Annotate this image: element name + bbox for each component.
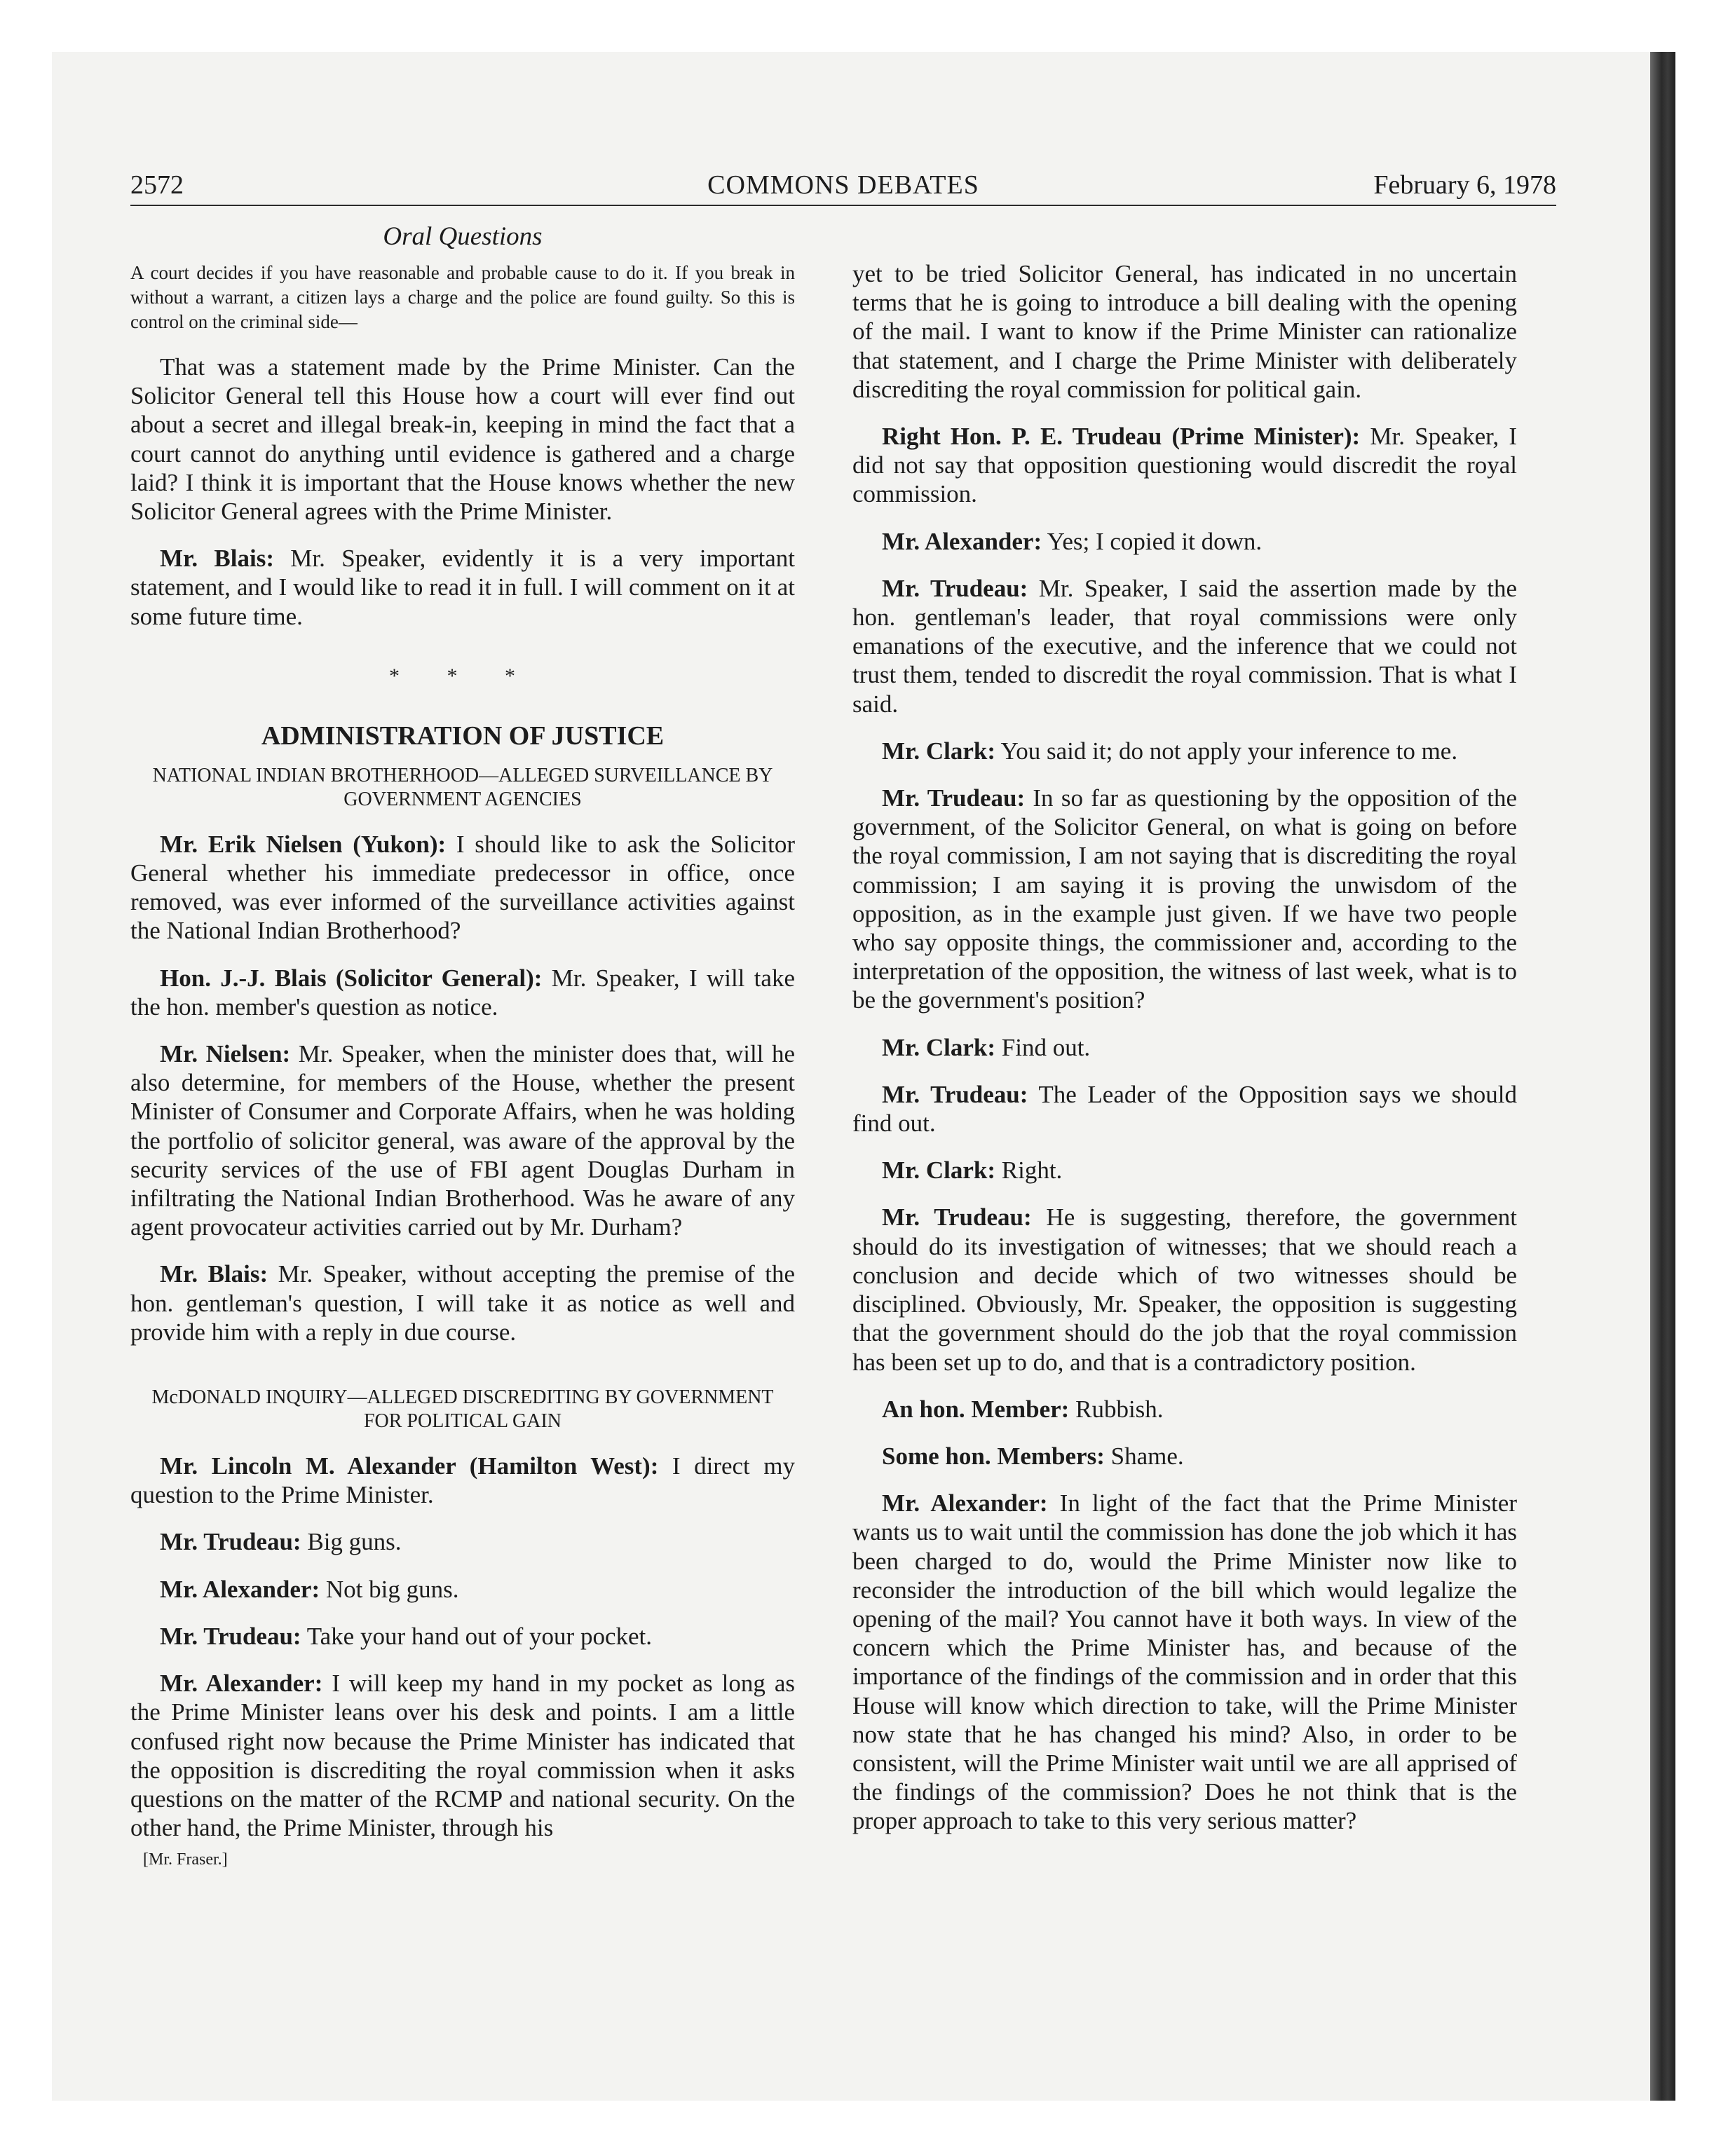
paragraph-text: He is suggesting, therefore, the government should do its investigation of witnesses; that we should reach a conclusion and decide which of two witnesses should be disciplined. Obviously, Mr. Speaker, the opposition is suggesting that the government should do the job that the royal commission has been set up to do, and that is a contradictory position. — [852, 1203, 1517, 1376]
left-column — [130, 219, 795, 2041]
paragraph-text: Mr. Speaker, when the minister does that, will he also determine, for members of the House, whether the present Minister of Consumer and Corporate Affairs, when he was holding the portfolio of solicitor general, was aware of the approval by the security services of the use of FBI agent Douglas Durham in infiltrating the National Indian Brotherhood. Was he aware of any agent provocateur activities carried out by Mr. Durham? — [130, 1040, 795, 1241]
topic-subheading: NATIONAL INDIAN BROTHERHOOD—ALLEGED SURVEILLANCE BY GOVERNMENT AGENCIES — [152, 764, 773, 810]
right-column — [852, 259, 1517, 2082]
paragraph — [852, 574, 1517, 718]
speaker-name: Mr. Trudeau: — [160, 1622, 301, 1650]
paragraph — [852, 1203, 1517, 1376]
section-separator: * * * — [389, 664, 536, 688]
paragraph — [130, 1527, 795, 1556]
paragraph — [130, 1260, 795, 1346]
speaker-name: Some hon. Members: — [882, 1442, 1105, 1470]
paragraph — [130, 1575, 795, 1604]
paragraph-text: Big guns. — [301, 1528, 402, 1556]
paragraph-text: I should like to ask the Solicitor General whether his immediate predecessor in office, once removed, was ever informed of the surveillance activities against the National Indian Brotherhood? — [130, 830, 795, 945]
paragraph-text: In so far as questioning by the opposition of the government, of the Solicitor General, on what is going on before the royal commission, I am not saying that is discrediting the royal commission; I am saying it is proving the unwisdom of the opposition, as in the example just given. If we have two people who say opposite things, the commissioner and, according to the interpretation of the opposition, the witness of last week, what is to be the government's position? — [852, 784, 1517, 1014]
topic-subheading: McDONALD INQUIRY—ALLEGED DISCREDITING BY GOVERNMENT FOR POLITICAL GAIN — [151, 1386, 774, 1433]
speaker-name: Mr. Alexander: — [882, 527, 1042, 555]
publication-date: February 6, 1978 — [1373, 170, 1556, 200]
paragraph — [852, 784, 1517, 1015]
speaker-name: Mr. Erik Nielsen (Yukon): — [160, 830, 447, 858]
paragraph — [130, 964, 795, 1021]
speaker-name: Hon. J.-J. Blais (Solicitor General): — [160, 964, 543, 992]
paragraph-text: Mr. Speaker, I did not say that opposition questioning would discredit the royal commission. — [852, 423, 1517, 508]
paragraph-text: Mr. Speaker, I will take the hon. member's question as notice. — [130, 964, 795, 1021]
speaker-name: Mr. Clark: — [882, 1033, 996, 1061]
paragraph-text: You said it; do not apply your inference to me. — [995, 737, 1458, 765]
paragraph — [130, 1452, 795, 1509]
paragraph — [852, 1395, 1517, 1424]
speaker-name: Mr. Alexander: — [160, 1670, 323, 1698]
speaker-name: Mr. Trudeau: — [882, 784, 1026, 812]
paragraph-text: Shame. — [1104, 1442, 1184, 1470]
paragraph — [852, 1489, 1517, 1835]
speaker-name: Mr. Trudeau: — [882, 574, 1028, 602]
paragraph-text: Not big guns. — [320, 1575, 459, 1603]
paragraph — [852, 259, 1517, 404]
paragraph-text: I direct my question to the Prime Minister. — [130, 1452, 795, 1509]
paragraph — [852, 1156, 1517, 1185]
paragraph-text: Mr. Speaker, evidently it is a very important statement, and I would like to read it in full. I will comment on it at some future time. — [130, 545, 795, 630]
speaker-name: Mr. Trudeau: — [882, 1080, 1028, 1108]
paragraph-text: yet to be tried Solicitor General, has indicated in no uncertain terms that he is going to introduce a bill dealing with the opening of the mail. I want to know if the Prime Minister can rationalize that statement, and I charge the Prime Minister with deliberately discrediting the royal commission for political gain. — [852, 260, 1517, 403]
paragraph-text: The Leader of the Opposition says we should find out. — [852, 1080, 1517, 1138]
paragraph-text: Find out. — [995, 1033, 1091, 1061]
paragraph — [852, 1080, 1517, 1138]
speaker-name: Mr. Alexander: — [882, 1489, 1048, 1517]
speaker-name: Right Hon. P. E. Trudeau (Prime Minister): — [882, 423, 1361, 451]
speaker-name: Mr. Clark: — [882, 737, 996, 765]
paragraph-text: In light of the fact that the Prime Minister wants us to wait until the commission has done the job which it has been charged to do, would the Prime Minister now like to reconsider the introduction of the bill which would legalize the opening of the mail? You cannot have it both ways. In view of the concern which the Prime Minister has, and because of the importance of the findings of the commission and in order that this House will know which direction to take, will the Prime Minister now state that he has changed his mind? Also, in order to be consistent, will the Prime Minister wait until we are all apprised of the findings of the commission? Does he not think that is the proper approach to take to this very serious matter? — [852, 1489, 1517, 1835]
speaker-name: Mr. Alexander: — [160, 1575, 320, 1603]
speaker-footnote: [Mr. Fraser.] — [143, 1850, 228, 1869]
speaker-name: Mr. Trudeau: — [160, 1528, 301, 1556]
binding-shadow — [1650, 52, 1675, 2101]
paragraph — [852, 1442, 1517, 1471]
paragraph-text: I will keep my hand in my pocket as long as the Prime Minister leans over his desk and points. I am a little confused right now because the Prime Minister has indicated that the opposition is discrediting the royal commission when it asks questions on the matter of the RCMP and national security. On the other hand, the Prime Minister, through his — [130, 1670, 795, 1842]
paragraph-text: Mr. Speaker, without accepting the premise of the hon. gentleman's question, I will take it as notice as well and provide him with a reply in due course. — [130, 1260, 795, 1346]
paragraph-text: Right. — [995, 1157, 1063, 1185]
speaker-name: Mr. Blais: — [160, 545, 274, 573]
paragraph — [852, 422, 1517, 509]
paragraph-text: Rubbish. — [1069, 1395, 1164, 1423]
speaker-name: Mr. Trudeau: — [882, 1203, 1032, 1231]
page-header — [130, 168, 1556, 206]
paragraph — [852, 527, 1517, 556]
paragraph-text: Take your hand out of your pocket. — [301, 1622, 652, 1650]
speaker-name: Mr. Blais: — [160, 1260, 268, 1288]
paragraph-text: That was a statement made by the Prime Minister. Can the Solicitor General tell this House how a court will ever find out about a secret and illegal break-in, keeping in mind the fact that a court cannot do anything until evidence is gathered and a charge laid? I think it is important that the House knows whether the new Solicitor General agrees with the Prime Minister. — [130, 353, 795, 526]
paragraph — [130, 1669, 795, 1842]
quoted-statement: A court decides if you have reasonable and probable cause to do it. If you break in without a warrant, a citizen lays a charge and the police are found guilty. So this is control on the criminal side— — [130, 262, 795, 332]
paragraph — [130, 830, 795, 946]
speaker-name: An hon. Member: — [882, 1395, 1070, 1423]
speaker-name: Mr. Nielsen: — [160, 1040, 291, 1068]
paragraph — [852, 737, 1517, 765]
paragraph — [130, 544, 795, 631]
paragraph — [130, 353, 795, 526]
page-number: 2572 — [130, 170, 184, 200]
section-label: Oral Questions — [383, 222, 543, 251]
speaker-name: Mr. Lincoln M. Alexander (Hamilton West): — [160, 1452, 659, 1480]
paragraph — [852, 1033, 1517, 1062]
publication-title: COMMONS DEBATES — [707, 170, 979, 200]
paragraph — [130, 1622, 795, 1651]
paragraph — [130, 1039, 795, 1241]
paragraph-text: Mr. Speaker, I said the assertion made by the hon. gentleman's leader, that royal commissions were only emanations of the executive, and the inference that we could not trust them, tended to discredit the royal commission. That is what I said. — [852, 574, 1517, 718]
paragraph-text: Yes; I copied it down. — [1042, 527, 1263, 555]
subject-heading: ADMINISTRATION OF JUSTICE — [261, 721, 665, 751]
speaker-name: Mr. Clark: — [882, 1157, 996, 1185]
